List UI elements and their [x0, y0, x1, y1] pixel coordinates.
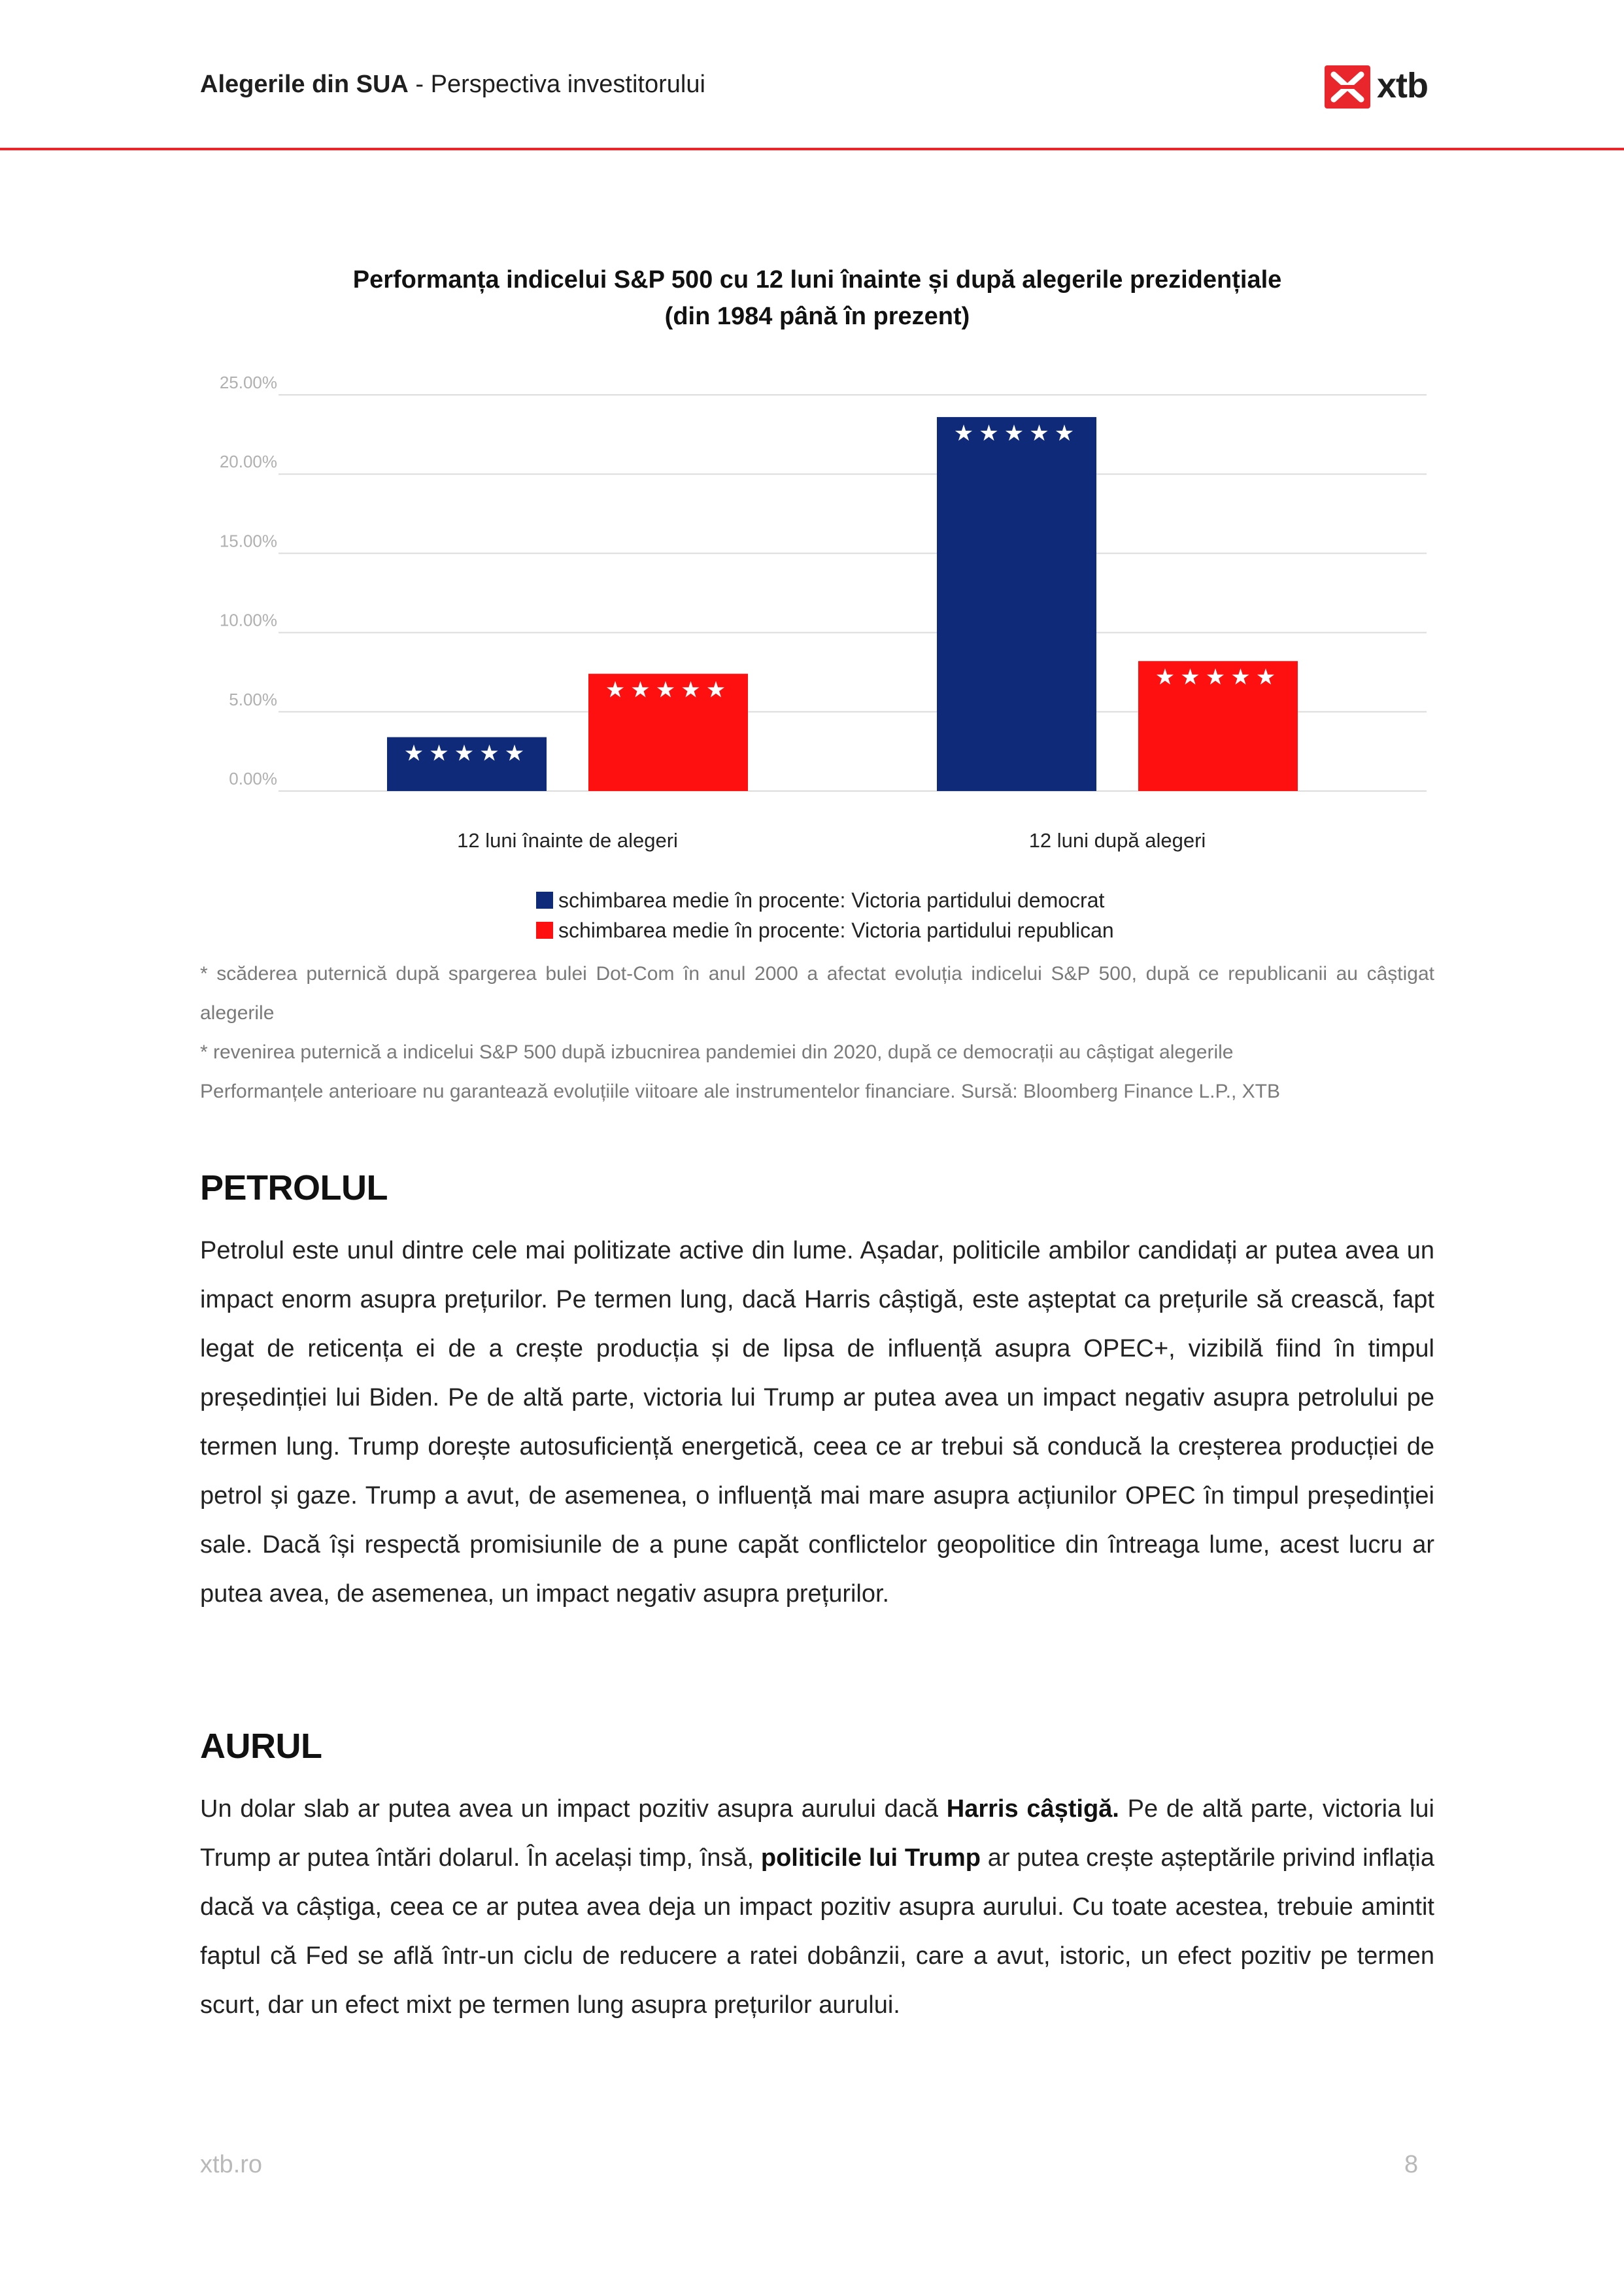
- legend-swatch-democrat: [536, 892, 553, 909]
- xtb-logo-mark: [1325, 65, 1370, 109]
- y-tick-label: 5.00%: [229, 689, 277, 709]
- section-body-aur: [200, 1785, 1434, 2030]
- legend-swatch-republican: [536, 922, 553, 939]
- section-title-petrol: PETROLUL: [200, 1168, 388, 1207]
- aur-text-3: ar putea crește așteptările privind inflația dacă va câștiga, ceea ce ar putea avea deja un impact pozitiv asupra aurului. Cu toate acestea, trebuie amintit faptul că Fed se află într-un ciclu de reducere a ratei dobânzii, care a avut, istoric, un efect pozitiv pe termen scurt, dar un efect mixt pe termen lung asupra prețurilor aurului.: [200, 1844, 1434, 2019]
- bar-stars: ★★★★★: [403, 740, 530, 767]
- legend-item-democrat: [536, 885, 1114, 915]
- footer-page-number: 8: [1404, 2151, 1419, 2178]
- header-divider: [0, 148, 1624, 150]
- legend-label-republican: schimbarea medie în procente: Victoria partidului republican: [558, 918, 1114, 942]
- aur-paragraph: [200, 1785, 1434, 2030]
- chart-title: [200, 261, 1434, 335]
- bar-democrat: [937, 417, 1096, 791]
- xtb-logo: [1325, 64, 1436, 111]
- note-dotcom: * scăderea puternică după spargerea bulei Dot-Com în anul 2000 a afectat evoluția indicelui S&P 500, după ce republicanii au câștigat alegerile: [200, 963, 1434, 1024]
- chart-legend: [536, 885, 1114, 945]
- legend-label-democrat: schimbarea medie în procente: Victoria partidului democrat: [558, 888, 1105, 912]
- y-tick-label: 20.00%: [219, 452, 277, 472]
- aur-text-1: Un dolar slab ar putea avea un impact pozitiv asupra aurului dacă: [200, 1795, 947, 1823]
- section-title-aur: AURUL: [200, 1727, 322, 1766]
- y-tick-label: 0.00%: [229, 769, 277, 788]
- x-category-label: 12 luni după alegeri: [1028, 829, 1206, 852]
- note-pandemic: * revenirea puternică a indicelui S&P 500 după izbucnirea pandemiei din 2020, după ce democrații au câștigat alegerile: [200, 1041, 1234, 1063]
- bar-stars: ★★★★★: [953, 420, 1080, 447]
- y-tick-label: 15.00%: [219, 531, 277, 551]
- header-title-bold: Alegerile din SUA: [200, 71, 409, 98]
- chart-title-line1: Performanța indicelui S&P 500 cu 12 luni înainte și după alegerile prezidențiale: [352, 266, 1282, 294]
- aur-bold-trump: politicile lui Trump: [760, 1844, 981, 1872]
- footer-site: xtb.ro: [200, 2151, 263, 2178]
- bar-chart: [200, 373, 1434, 869]
- xtb-logo-text: xtb: [1377, 66, 1428, 105]
- section-body-petrol: [200, 1226, 1434, 1619]
- aur-bold-harris: Harris câștigă.: [946, 1795, 1119, 1823]
- legend-item-republican: [536, 915, 1114, 945]
- chart-notes: [200, 954, 1434, 1111]
- header-title: [200, 71, 705, 99]
- y-tick-label: 25.00%: [219, 373, 277, 392]
- page-header: [0, 0, 1624, 152]
- y-tick-label: 10.00%: [219, 610, 277, 630]
- chart-title-line2: (din 1984 până în prezent): [664, 303, 970, 330]
- header-title-rest: - Perspectiva investitorului: [408, 71, 705, 98]
- petrol-paragraph: Petrolul este unul dintre cele mai politizate active din lume. Așadar, politicile ambilor candidați ar putea avea un impact enorm asupra prețurilor. Pe termen lung, dacă Harris câștigă, este așteptat ca prețurile să crească, fapt legat de reticența ei de a crește producția și de lipsa de influență asupra OPEC+, vizibilă fiind în timpul președinției lui Biden. Pe de altă parte, victoria lui Trump ar putea avea un impact negativ asupra petrolului pe termen lung. Trump dorește autosuficiență energetică, ceea ce ar trebui să conducă la creșterea producției de petrol și gaze. Trump a avut, de asemenea, o influență mai mare asupra acțiunilor OPEC în timpul președinției sale. Dacă își respectă promisiunile de a pune capăt conflictelor geopolitice din întreaga lume, acest lucru ar putea avea, de asemenea, un impact negativ asupra prețurilor.: [200, 1237, 1434, 1608]
- note-disclaimer: Performanțele anterioare nu garantează evoluțiile viitoare ale instrumentelor financiare. Sursă: Bloomberg Finance L.P., XTB: [200, 1081, 1281, 1102]
- bar-stars: ★★★★★: [605, 677, 732, 703]
- aur-text-2: Pe de altă parte, victoria lui Trump ar putea întări dolarul. În același timp, însă,: [200, 1795, 1434, 1872]
- x-category-label: 12 luni înainte de alegeri: [457, 829, 678, 852]
- bar-stars: ★★★★★: [1155, 664, 1281, 691]
